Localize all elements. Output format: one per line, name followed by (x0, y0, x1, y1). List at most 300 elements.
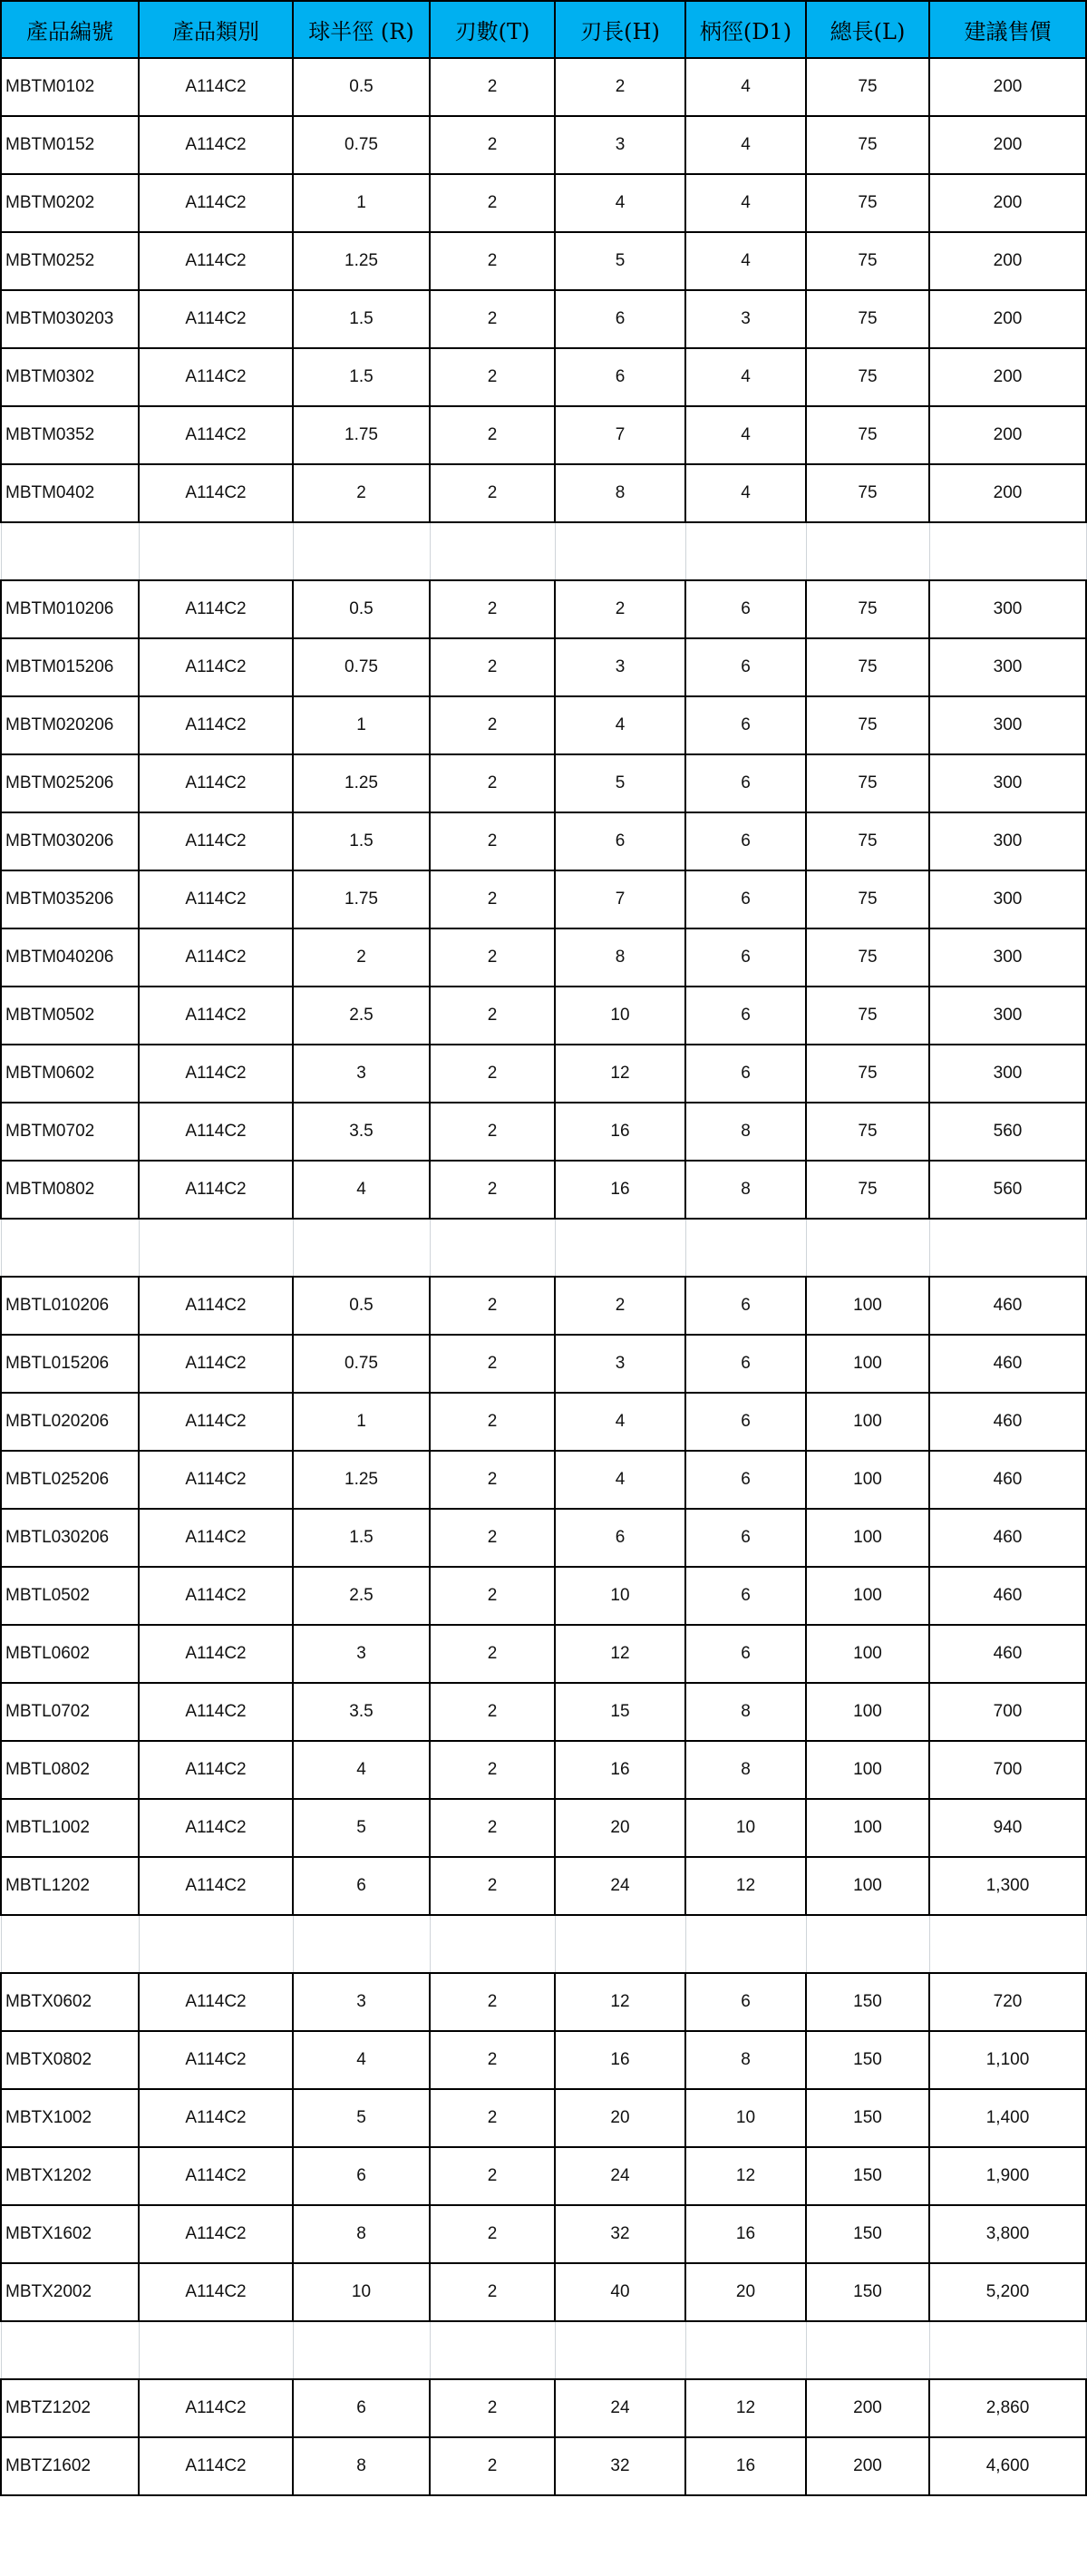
cell-ball-radius: 3.5 (293, 1683, 430, 1741)
cell-suggested-price: 560 (929, 1103, 1086, 1161)
cell-shank-diameter: 10 (685, 1799, 806, 1857)
cell-product-code: MBTM0702 (1, 1103, 139, 1161)
table-row (1, 58, 1086, 116)
cell-ball-radius: 6 (293, 2147, 430, 2205)
cell-product-code: MBTM040206 (1, 928, 139, 987)
cell-product-code: MBTL010206 (1, 1277, 139, 1335)
cell-product-code: MBTX1202 (1, 2147, 139, 2205)
cell-flutes: 2 (430, 1451, 555, 1509)
cell-ball-radius: 0.5 (293, 58, 430, 116)
header-flute-length: 刃長(H) (555, 1, 685, 58)
cell-suggested-price: 300 (929, 754, 1086, 812)
empty-cell (1, 1219, 139, 1277)
cell-ball-radius: 4 (293, 1741, 430, 1799)
empty-cell (555, 1219, 685, 1277)
cell-flutes: 2 (430, 1509, 555, 1567)
cell-ball-radius: 1 (293, 696, 430, 754)
cell-overall-length: 200 (806, 2437, 929, 2495)
cell-ball-radius: 6 (293, 2379, 430, 2437)
cell-suggested-price: 1,400 (929, 2089, 1086, 2147)
cell-product-code: MBTL1002 (1, 1799, 139, 1857)
table-row (1, 1799, 1086, 1857)
cell-product-code: MBTM0502 (1, 987, 139, 1045)
empty-cell (685, 2321, 806, 2379)
cell-product-code: MBTM020206 (1, 696, 139, 754)
header-ball-radius: 球半徑 (R) (293, 1, 430, 58)
cell-overall-length: 100 (806, 1857, 929, 1915)
cell-flute-length: 24 (555, 1857, 685, 1915)
cell-overall-length: 150 (806, 2147, 929, 2205)
table-row (1, 406, 1086, 464)
cell-product-code: MBTM015206 (1, 638, 139, 696)
cell-ball-radius: 1.5 (293, 290, 430, 348)
cell-flutes: 2 (430, 987, 555, 1045)
cell-suggested-price: 560 (929, 1161, 1086, 1219)
cell-shank-diameter: 4 (685, 406, 806, 464)
cell-flute-length: 6 (555, 290, 685, 348)
empty-cell (139, 1915, 293, 1973)
cell-ball-radius: 1.25 (293, 1451, 430, 1509)
cell-ball-radius: 1.5 (293, 1509, 430, 1567)
table-row (1, 1625, 1086, 1683)
cell-ball-radius: 6 (293, 1857, 430, 1915)
cell-flutes: 2 (430, 1393, 555, 1451)
cell-flutes: 2 (430, 1161, 555, 1219)
cell-product-category: A114C2 (139, 928, 293, 987)
cell-flutes: 2 (430, 812, 555, 870)
cell-overall-length: 75 (806, 638, 929, 696)
cell-flute-length: 10 (555, 1567, 685, 1625)
cell-flute-length: 16 (555, 1103, 685, 1161)
cell-ball-radius: 0.75 (293, 1335, 430, 1393)
cell-shank-diameter: 8 (685, 2031, 806, 2089)
table-row (1, 638, 1086, 696)
cell-ball-radius: 0.75 (293, 638, 430, 696)
header-product-code: 產品編號 (1, 1, 139, 58)
cell-flute-length: 8 (555, 464, 685, 522)
cell-overall-length: 100 (806, 1683, 929, 1741)
empty-cell (293, 2321, 430, 2379)
cell-product-category: A114C2 (139, 2147, 293, 2205)
cell-product-category: A114C2 (139, 1857, 293, 1915)
cell-flute-length: 16 (555, 1741, 685, 1799)
cell-flute-length: 6 (555, 1509, 685, 1567)
cell-shank-diameter: 8 (685, 1741, 806, 1799)
cell-product-code: MBTM030203 (1, 290, 139, 348)
cell-ball-radius: 0.5 (293, 580, 430, 638)
cell-shank-diameter: 6 (685, 1045, 806, 1103)
cell-flute-length: 6 (555, 812, 685, 870)
cell-flute-length: 16 (555, 2031, 685, 2089)
cell-suggested-price: 460 (929, 1567, 1086, 1625)
header-product-category: 產品類別 (139, 1, 293, 58)
cell-suggested-price: 300 (929, 870, 1086, 928)
cell-shank-diameter: 16 (685, 2437, 806, 2495)
empty-cell (555, 2321, 685, 2379)
cell-flute-length: 3 (555, 116, 685, 174)
cell-ball-radius: 5 (293, 2089, 430, 2147)
cell-product-code: MBTX0802 (1, 2031, 139, 2089)
cell-flute-length: 5 (555, 232, 685, 290)
cell-product-category: A114C2 (139, 406, 293, 464)
cell-suggested-price: 300 (929, 638, 1086, 696)
cell-product-code: MBTM0202 (1, 174, 139, 232)
cell-shank-diameter: 4 (685, 116, 806, 174)
cell-flute-length: 7 (555, 406, 685, 464)
cell-ball-radius: 1 (293, 174, 430, 232)
cell-product-code: MBTL0702 (1, 1683, 139, 1741)
cell-flutes: 2 (430, 1567, 555, 1625)
cell-suggested-price: 460 (929, 1393, 1086, 1451)
cell-shank-diameter: 6 (685, 1335, 806, 1393)
table-row (1, 464, 1086, 522)
cell-flute-length: 4 (555, 696, 685, 754)
cell-ball-radius: 2.5 (293, 1567, 430, 1625)
cell-flutes: 2 (430, 2379, 555, 2437)
cell-suggested-price: 3,800 (929, 2205, 1086, 2263)
empty-cell (139, 1219, 293, 1277)
table-row (1, 928, 1086, 987)
cell-flute-length: 3 (555, 638, 685, 696)
cell-ball-radius: 8 (293, 2437, 430, 2495)
cell-shank-diameter: 8 (685, 1103, 806, 1161)
cell-product-category: A114C2 (139, 348, 293, 406)
cell-shank-diameter: 4 (685, 58, 806, 116)
cell-product-code: MBTM0352 (1, 406, 139, 464)
empty-cell (929, 522, 1086, 580)
cell-product-category: A114C2 (139, 2437, 293, 2495)
cell-product-code: MBTL0602 (1, 1625, 139, 1683)
cell-product-code: MBTZ1602 (1, 2437, 139, 2495)
cell-flutes: 2 (430, 2089, 555, 2147)
cell-flute-length: 3 (555, 1335, 685, 1393)
cell-shank-diameter: 6 (685, 812, 806, 870)
table-row (1, 2205, 1086, 2263)
cell-flutes: 2 (430, 1625, 555, 1683)
cell-shank-diameter: 6 (685, 870, 806, 928)
cell-suggested-price: 300 (929, 812, 1086, 870)
cell-suggested-price: 300 (929, 987, 1086, 1045)
cell-flutes: 2 (430, 1103, 555, 1161)
cell-flutes: 2 (430, 1857, 555, 1915)
cell-flutes: 2 (430, 1335, 555, 1393)
cell-overall-length: 100 (806, 1277, 929, 1335)
cell-overall-length: 150 (806, 2263, 929, 2321)
cell-overall-length: 75 (806, 580, 929, 638)
table-row (1, 1509, 1086, 1567)
cell-suggested-price: 200 (929, 58, 1086, 116)
cell-flute-length: 20 (555, 2089, 685, 2147)
table-row (1, 1161, 1086, 1219)
cell-product-code: MBTM0802 (1, 1161, 139, 1219)
empty-cell (1, 522, 139, 580)
cell-overall-length: 75 (806, 174, 929, 232)
cell-ball-radius: 4 (293, 2031, 430, 2089)
cell-flutes: 2 (430, 1741, 555, 1799)
cell-product-code: MBTM0402 (1, 464, 139, 522)
table-row (1, 754, 1086, 812)
empty-cell (1, 2321, 139, 2379)
cell-suggested-price: 200 (929, 348, 1086, 406)
cell-product-category: A114C2 (139, 58, 293, 116)
cell-ball-radius: 1.5 (293, 812, 430, 870)
group-separator-row (1, 2321, 1086, 2379)
cell-overall-length: 75 (806, 290, 929, 348)
cell-ball-radius: 1.25 (293, 754, 430, 812)
cell-overall-length: 100 (806, 1625, 929, 1683)
empty-cell (806, 2321, 929, 2379)
cell-ball-radius: 0.75 (293, 116, 430, 174)
cell-product-code: MBTL0802 (1, 1741, 139, 1799)
empty-cell (806, 1915, 929, 1973)
cell-flute-length: 16 (555, 1161, 685, 1219)
cell-product-category: A114C2 (139, 464, 293, 522)
cell-flutes: 2 (430, 2031, 555, 2089)
empty-cell (139, 522, 293, 580)
cell-flute-length: 5 (555, 754, 685, 812)
cell-shank-diameter: 12 (685, 1857, 806, 1915)
empty-cell (293, 522, 430, 580)
cell-suggested-price: 720 (929, 1973, 1086, 2031)
cell-flute-length: 12 (555, 1625, 685, 1683)
empty-cell (430, 2321, 555, 2379)
table-row (1, 2379, 1086, 2437)
table-row (1, 2147, 1086, 2205)
cell-shank-diameter: 6 (685, 1625, 806, 1683)
cell-flutes: 2 (430, 232, 555, 290)
cell-ball-radius: 10 (293, 2263, 430, 2321)
empty-cell (806, 522, 929, 580)
cell-suggested-price: 1,900 (929, 2147, 1086, 2205)
cell-suggested-price: 700 (929, 1741, 1086, 1799)
empty-cell (139, 2321, 293, 2379)
table-row (1, 987, 1086, 1045)
table-row (1, 348, 1086, 406)
cell-suggested-price: 1,300 (929, 1857, 1086, 1915)
cell-flute-length: 2 (555, 580, 685, 638)
cell-overall-length: 75 (806, 232, 929, 290)
cell-suggested-price: 5,200 (929, 2263, 1086, 2321)
table-row (1, 812, 1086, 870)
cell-overall-length: 75 (806, 812, 929, 870)
cell-flutes: 2 (430, 348, 555, 406)
cell-product-code: MBTX1602 (1, 2205, 139, 2263)
cell-suggested-price: 1,100 (929, 2031, 1086, 2089)
cell-suggested-price: 200 (929, 174, 1086, 232)
cell-overall-length: 75 (806, 1161, 929, 1219)
cell-product-category: A114C2 (139, 1335, 293, 1393)
cell-ball-radius: 3 (293, 1973, 430, 2031)
cell-flute-length: 12 (555, 1045, 685, 1103)
table-row (1, 1973, 1086, 2031)
cell-shank-diameter: 8 (685, 1161, 806, 1219)
cell-suggested-price: 200 (929, 232, 1086, 290)
cell-shank-diameter: 6 (685, 1451, 806, 1509)
table-body (1, 58, 1086, 2495)
cell-product-category: A114C2 (139, 754, 293, 812)
cell-flutes: 2 (430, 464, 555, 522)
cell-shank-diameter: 4 (685, 232, 806, 290)
cell-overall-length: 200 (806, 2379, 929, 2437)
cell-product-code: MBTL020206 (1, 1393, 139, 1451)
table-row (1, 1567, 1086, 1625)
cell-flute-length: 4 (555, 174, 685, 232)
cell-suggested-price: 460 (929, 1509, 1086, 1567)
cell-product-code: MBTM025206 (1, 754, 139, 812)
cell-overall-length: 150 (806, 2205, 929, 2263)
cell-shank-diameter: 6 (685, 638, 806, 696)
cell-flutes: 2 (430, 58, 555, 116)
cell-flutes: 2 (430, 1683, 555, 1741)
cell-shank-diameter: 10 (685, 2089, 806, 2147)
cell-ball-radius: 3 (293, 1045, 430, 1103)
cell-product-category: A114C2 (139, 2379, 293, 2437)
cell-product-category: A114C2 (139, 1509, 293, 1567)
cell-product-category: A114C2 (139, 987, 293, 1045)
cell-flutes: 2 (430, 2205, 555, 2263)
empty-cell (929, 1915, 1086, 1973)
table-row (1, 580, 1086, 638)
empty-cell (293, 1915, 430, 1973)
cell-shank-diameter: 6 (685, 928, 806, 987)
table-row (1, 2089, 1086, 2147)
cell-flute-length: 40 (555, 2263, 685, 2321)
table-row (1, 1451, 1086, 1509)
cell-product-code: MBTL0502 (1, 1567, 139, 1625)
cell-shank-diameter: 4 (685, 464, 806, 522)
cell-product-category: A114C2 (139, 812, 293, 870)
cell-suggested-price: 460 (929, 1277, 1086, 1335)
cell-ball-radius: 2 (293, 928, 430, 987)
empty-cell (430, 522, 555, 580)
cell-flute-length: 8 (555, 928, 685, 987)
cell-flute-length: 20 (555, 1799, 685, 1857)
cell-flute-length: 24 (555, 2379, 685, 2437)
table-row (1, 232, 1086, 290)
cell-product-category: A114C2 (139, 2089, 293, 2147)
cell-product-code: MBTX0602 (1, 1973, 139, 2031)
cell-shank-diameter: 20 (685, 2263, 806, 2321)
header-row (1, 1, 1086, 58)
cell-product-category: A114C2 (139, 1103, 293, 1161)
cell-flute-length: 32 (555, 2205, 685, 2263)
cell-product-code: MBTM030206 (1, 812, 139, 870)
cell-product-category: A114C2 (139, 1161, 293, 1219)
cell-flutes: 2 (430, 2437, 555, 2495)
cell-overall-length: 75 (806, 696, 929, 754)
cell-flute-length: 24 (555, 2147, 685, 2205)
cell-overall-length: 75 (806, 870, 929, 928)
cell-suggested-price: 300 (929, 1045, 1086, 1103)
cell-flutes: 2 (430, 2263, 555, 2321)
cell-product-code: MBTL1202 (1, 1857, 139, 1915)
cell-flute-length: 10 (555, 987, 685, 1045)
empty-cell (929, 1219, 1086, 1277)
cell-shank-diameter: 16 (685, 2205, 806, 2263)
table-row (1, 174, 1086, 232)
cell-overall-length: 100 (806, 1451, 929, 1509)
cell-ball-radius: 4 (293, 1161, 430, 1219)
cell-product-code: MBTM010206 (1, 580, 139, 638)
cell-suggested-price: 300 (929, 696, 1086, 754)
cell-overall-length: 100 (806, 1393, 929, 1451)
cell-suggested-price: 300 (929, 928, 1086, 987)
cell-shank-diameter: 6 (685, 1277, 806, 1335)
cell-ball-radius: 1.25 (293, 232, 430, 290)
empty-cell (929, 2321, 1086, 2379)
cell-flute-length: 4 (555, 1451, 685, 1509)
table-row (1, 1741, 1086, 1799)
cell-product-code: MBTM0152 (1, 116, 139, 174)
cell-overall-length: 75 (806, 348, 929, 406)
cell-overall-length: 100 (806, 1509, 929, 1567)
cell-shank-diameter: 12 (685, 2379, 806, 2437)
cell-product-code: MBTM035206 (1, 870, 139, 928)
header-suggested-price: 建議售價 (929, 1, 1086, 58)
cell-overall-length: 100 (806, 1335, 929, 1393)
cell-shank-diameter: 4 (685, 348, 806, 406)
empty-cell (685, 1915, 806, 1973)
cell-flutes: 2 (430, 116, 555, 174)
empty-cell (555, 1915, 685, 1973)
cell-flute-length: 6 (555, 348, 685, 406)
cell-flute-length: 2 (555, 1277, 685, 1335)
cell-shank-diameter: 6 (685, 1567, 806, 1625)
table-row (1, 1103, 1086, 1161)
table-row (1, 870, 1086, 928)
cell-ball-radius: 2.5 (293, 987, 430, 1045)
cell-shank-diameter: 3 (685, 290, 806, 348)
header-shank-diameter: 柄徑(D1) (685, 1, 806, 58)
cell-product-code: MBTM0102 (1, 58, 139, 116)
cell-product-category: A114C2 (139, 1393, 293, 1451)
cell-shank-diameter: 6 (685, 580, 806, 638)
cell-product-category: A114C2 (139, 2263, 293, 2321)
cell-product-category: A114C2 (139, 290, 293, 348)
cell-suggested-price: 200 (929, 290, 1086, 348)
empty-cell (806, 1219, 929, 1277)
table-row (1, 2031, 1086, 2089)
cell-product-category: A114C2 (139, 1741, 293, 1799)
group-separator-row (1, 1219, 1086, 1277)
cell-flutes: 2 (430, 174, 555, 232)
cell-flute-length: 12 (555, 1973, 685, 2031)
cell-product-category: A114C2 (139, 1799, 293, 1857)
cell-shank-diameter: 6 (685, 754, 806, 812)
empty-cell (293, 1219, 430, 1277)
cell-shank-diameter: 6 (685, 1393, 806, 1451)
cell-product-category: A114C2 (139, 116, 293, 174)
cell-product-code: MBTX1002 (1, 2089, 139, 2147)
table-row (1, 1045, 1086, 1103)
cell-product-category: A114C2 (139, 1277, 293, 1335)
table-row (1, 1277, 1086, 1335)
empty-cell (555, 522, 685, 580)
cell-ball-radius: 1 (293, 1393, 430, 1451)
cell-shank-diameter: 6 (685, 987, 806, 1045)
cell-product-category: A114C2 (139, 1625, 293, 1683)
cell-shank-diameter: 4 (685, 174, 806, 232)
table-row (1, 1857, 1086, 1915)
cell-flute-length: 15 (555, 1683, 685, 1741)
cell-flutes: 2 (430, 928, 555, 987)
cell-suggested-price: 940 (929, 1799, 1086, 1857)
header-flutes: 刃數(T) (430, 1, 555, 58)
cell-suggested-price: 4,600 (929, 2437, 1086, 2495)
cell-flutes: 2 (430, 696, 555, 754)
cell-suggested-price: 200 (929, 116, 1086, 174)
cell-product-category: A114C2 (139, 2205, 293, 2263)
